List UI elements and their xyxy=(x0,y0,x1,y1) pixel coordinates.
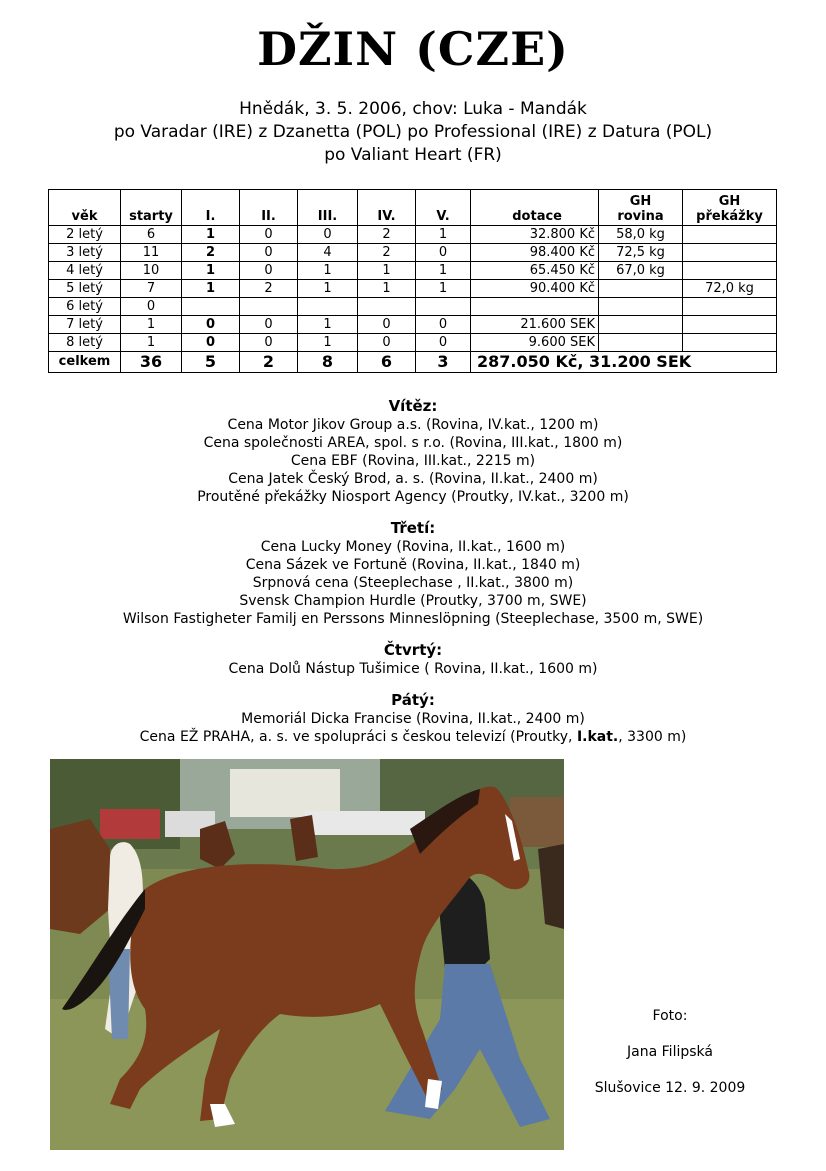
cell-gh-rovina: 67,0 kg xyxy=(599,262,683,280)
header-place-3: III. xyxy=(298,190,358,226)
cell-place-2: 0 xyxy=(240,226,298,244)
cell-place-5: 0 xyxy=(416,244,471,262)
header-gh-rovina-line2: rovina xyxy=(617,209,664,224)
cell-starty: 7 xyxy=(121,280,182,298)
cell-dotace: 21.600 SEK xyxy=(471,316,599,334)
heading-ctvrty: Čtvrtý: xyxy=(383,641,443,659)
total-place-4: 6 xyxy=(358,352,416,373)
car-red xyxy=(100,809,160,839)
page-title: DŽIN (CZE) xyxy=(257,22,569,76)
caption-place-date: Slušovice 12. 9. 2009 xyxy=(594,1080,746,1096)
header-place-1: I. xyxy=(182,190,240,226)
table-row xyxy=(49,334,777,352)
header-place-5: V. xyxy=(416,190,471,226)
header-place-4: IV. xyxy=(358,190,416,226)
header-gh-prekazky-line2: překážky xyxy=(696,209,763,224)
table-row xyxy=(49,244,777,262)
header-gh-prekazky xyxy=(683,190,777,226)
cell-place-1: 1 xyxy=(182,226,240,244)
header-dotace: dotace xyxy=(471,190,599,226)
cell-place-4: 1 xyxy=(358,280,416,298)
cell-gh-prekazky xyxy=(683,226,777,244)
pedigree-line-1: Hnědák, 3. 5. 2006, chov: Luka - Mandák xyxy=(239,99,587,119)
cell-gh-rovina xyxy=(599,334,683,352)
cell-place-2: 0 xyxy=(240,262,298,280)
list-item: Cena společnosti AREA, spol. s r.o. (Rovina, III.kat., 1800 m) xyxy=(203,435,623,451)
cell-vek: 3 letý xyxy=(49,244,121,262)
cell-gh-prekazky xyxy=(683,244,777,262)
total-place-3: 8 xyxy=(298,352,358,373)
cell-vek: 2 letý xyxy=(49,226,121,244)
header-gh-prekazky-line1: GH xyxy=(718,194,741,209)
cell-place-4: 1 xyxy=(358,262,416,280)
caption-foto-label: Foto: xyxy=(652,1008,688,1024)
race-results xyxy=(0,396,826,746)
list-item-bold: I.kat. xyxy=(576,729,619,745)
cell-gh-rovina: 58,0 kg xyxy=(599,226,683,244)
cell-place-3 xyxy=(298,298,358,316)
list-item: Cena Dolů Nástup Tušimice ( Rovina, II.kat., 1600 m) xyxy=(228,661,598,677)
header-gh-rovina-line1: GH xyxy=(629,194,652,209)
cell-place-3: 1 xyxy=(298,316,358,334)
cell-vek: 5 letý xyxy=(49,280,121,298)
cell-vek: 4 letý xyxy=(49,262,121,280)
cell-place-2: 0 xyxy=(240,316,298,334)
list-item: Proutěné překážky Niosport Agency (Proutky, IV.kat., 3200 m) xyxy=(197,489,629,505)
cell-gh-prekazky xyxy=(683,262,777,280)
list-item: Memoriál Dicka Francise (Rovina, II.kat., 2400 m) xyxy=(241,711,585,727)
total-place-1: 5 xyxy=(182,352,240,373)
cell-gh-rovina xyxy=(599,280,683,298)
cell-dotace: 98.400 Kč xyxy=(471,244,599,262)
cell-place-2 xyxy=(240,298,298,316)
cell-dotace: 32.800 Kč xyxy=(471,226,599,244)
cell-starty: 6 xyxy=(121,226,182,244)
total-dotace: 287.050 Kč, 31.200 SEK xyxy=(471,352,777,373)
list-item: Cena Lucky Money (Rovina, II.kat., 1600 m) xyxy=(260,539,566,555)
list-item: Srpnová cena (Steeplechase , II.kat., 3800 m) xyxy=(252,575,574,591)
cell-place-4: 2 xyxy=(358,226,416,244)
total-label: celkem xyxy=(49,352,121,373)
cell-place-3: 0 xyxy=(298,226,358,244)
cell-vek: 7 letý xyxy=(49,316,121,334)
cell-place-4: 2 xyxy=(358,244,416,262)
cell-gh-prekazky xyxy=(683,316,777,334)
pedigree-line-3: po Valiant Heart (FR) xyxy=(324,145,502,165)
cell-vek: 6 letý xyxy=(49,298,121,316)
total-starty: 36 xyxy=(121,352,182,373)
header-gh-rovina xyxy=(599,190,683,226)
cell-place-5: 1 xyxy=(416,226,471,244)
cell-place-1 xyxy=(182,298,240,316)
table-row xyxy=(49,316,777,334)
race-statistics-table xyxy=(48,189,777,373)
caption-photographer: Jana Filipská xyxy=(627,1044,713,1060)
pedigree-info xyxy=(0,98,826,167)
header-vek: věk xyxy=(49,190,121,226)
header-starty: starty xyxy=(121,190,182,226)
cell-place-3: 1 xyxy=(298,334,358,352)
total-place-5: 3 xyxy=(416,352,471,373)
cell-place-4 xyxy=(358,298,416,316)
list-item-text: Cena EŽ PRAHA, a. s. ve spolupráci s českou televizí (Proutky, xyxy=(139,729,577,745)
cell-place-5: 1 xyxy=(416,280,471,298)
cell-place-3: 1 xyxy=(298,280,358,298)
list-item: Cena Motor Jikov Group a.s. (Rovina, IV.kat., 1200 m) xyxy=(227,417,599,433)
list-item: Wilson Fastigheter Familj en Perssons Minneslöpning (Steeplechase, 3500 m, SWE) xyxy=(122,611,704,627)
cell-place-4: 0 xyxy=(358,334,416,352)
cell-place-5: 0 xyxy=(416,316,471,334)
cell-place-1: 1 xyxy=(182,262,240,280)
cell-dotace: 65.450 Kč xyxy=(471,262,599,280)
table-total-row xyxy=(49,352,777,373)
cell-place-4: 0 xyxy=(358,316,416,334)
cell-place-3: 1 xyxy=(298,262,358,280)
cell-gh-rovina xyxy=(599,298,683,316)
cell-starty: 11 xyxy=(121,244,182,262)
total-place-2: 2 xyxy=(240,352,298,373)
horse-photo-illustration xyxy=(50,759,564,1150)
cell-dotace: 9.600 SEK xyxy=(471,334,599,352)
cell-place-1: 0 xyxy=(182,316,240,334)
table-row xyxy=(49,298,777,316)
cell-place-5 xyxy=(416,298,471,316)
cell-place-2: 2 xyxy=(240,280,298,298)
cell-place-2: 0 xyxy=(240,334,298,352)
pedigree-line-2: po Varadar (IRE) z Dzanetta (POL) po Professional (IRE) z Datura (POL) xyxy=(113,122,713,142)
table-row xyxy=(49,226,777,244)
table-row xyxy=(49,262,777,280)
cell-gh-prekazky xyxy=(683,334,777,352)
cell-place-5: 0 xyxy=(416,334,471,352)
table-header-row xyxy=(49,190,777,226)
cell-gh-prekazky: 72,0 kg xyxy=(683,280,777,298)
list-item: Cena Sázek ve Fortuně (Rovina, II.kat., 1840 m) xyxy=(245,557,581,573)
list-item-text-end: , 3300 m) xyxy=(618,729,687,745)
cell-starty: 10 xyxy=(121,262,182,280)
cell-vek: 8 letý xyxy=(49,334,121,352)
building xyxy=(230,769,340,817)
photo-caption xyxy=(582,1007,758,1115)
cell-starty: 0 xyxy=(121,298,182,316)
cell-place-3: 4 xyxy=(298,244,358,262)
cell-gh-rovina xyxy=(599,316,683,334)
heading-vitez: Vítěz: xyxy=(388,397,438,415)
cell-starty: 1 xyxy=(121,334,182,352)
cell-dotace: 90.400 Kč xyxy=(471,280,599,298)
cell-place-1: 2 xyxy=(182,244,240,262)
cell-place-1: 1 xyxy=(182,280,240,298)
list-item: Cena EBF (Rovina, III.kat., 2215 m) xyxy=(290,453,536,469)
cell-starty: 1 xyxy=(121,316,182,334)
horse-photo xyxy=(50,759,564,1150)
heading-paty: Pátý: xyxy=(391,691,435,709)
heading-treti: Třetí: xyxy=(390,519,436,537)
cell-gh-prekazky xyxy=(683,298,777,316)
cell-gh-rovina: 72,5 kg xyxy=(599,244,683,262)
list-item: Cena Jatek Český Brod, a. s. (Rovina, II.kat., 2400 m) xyxy=(228,471,598,487)
caravans xyxy=(305,811,425,835)
cell-place-2: 0 xyxy=(240,244,298,262)
cell-place-1: 0 xyxy=(182,334,240,352)
header-place-2: II. xyxy=(240,190,298,226)
table-row xyxy=(49,280,777,298)
list-item xyxy=(0,728,826,746)
cell-place-5: 1 xyxy=(416,262,471,280)
cell-dotace xyxy=(471,298,599,316)
list-item: Svensk Champion Hurdle (Proutky, 3700 m, SWE) xyxy=(239,593,587,609)
